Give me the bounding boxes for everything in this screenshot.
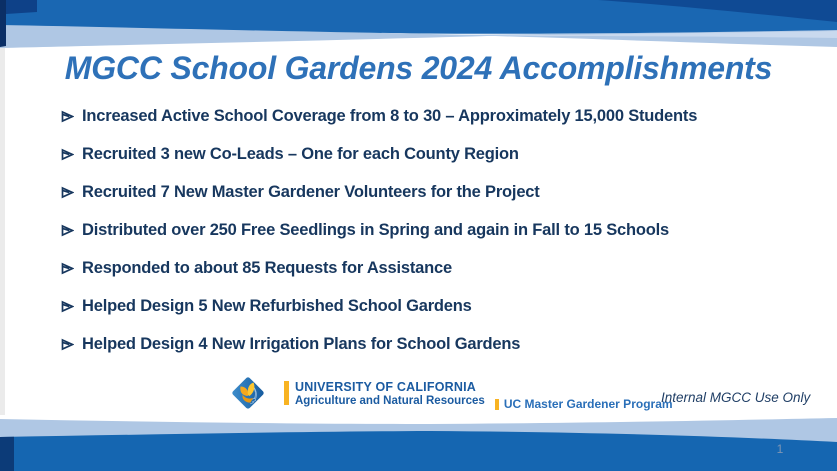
bullet-text: Helped Design 5 New Refurbished School Gardens xyxy=(82,296,472,315)
internal-use-note: Internal MGCC Use Only xyxy=(661,390,811,405)
top-dark-edge-strip xyxy=(0,0,6,47)
gold-divider-bar-small xyxy=(495,399,499,410)
uc-org-text xyxy=(295,380,485,407)
bullet-text: Recruited 3 new Co-Leads – One for each County Region xyxy=(82,144,519,163)
arrow-bullet-icon xyxy=(61,338,74,351)
bottom-dark-corner-left xyxy=(0,437,14,471)
arrow-bullet-icon xyxy=(61,110,74,123)
bullet-text: Responded to about 85 Requests for Assistance xyxy=(82,258,452,277)
arrow-bullet-icon xyxy=(61,148,74,161)
slide-left-edge xyxy=(0,48,5,415)
uc-org-division: Agriculture and Natural Resources xyxy=(295,394,485,407)
bullet-item xyxy=(61,135,697,173)
arrow-bullet-icon xyxy=(61,186,74,199)
bullet-text: Increased Active School Coverage from 8 to 30 – Approximately 15,000 Students xyxy=(82,106,698,125)
page-number: 1 xyxy=(776,442,784,456)
bullet-text: Distributed over 250 Free Seedlings in Spring and again in Fall to 15 Schools xyxy=(82,220,669,239)
bullet-item xyxy=(61,249,697,287)
top-band-graphic xyxy=(0,0,837,50)
uc-anr-logo xyxy=(230,372,673,414)
bullet-item xyxy=(61,97,697,135)
uc-program-name: UC Master Gardener Program xyxy=(503,397,673,411)
uc-program-lockup xyxy=(495,397,673,414)
bullet-item xyxy=(61,325,697,363)
arrow-bullet-icon xyxy=(61,300,74,313)
anr-poppy-logo-icon xyxy=(230,373,266,413)
slide-title: MGCC School Gardens 2024 Accomplishments xyxy=(64,50,773,86)
gold-divider-bar xyxy=(284,381,289,405)
bottom-band-graphic xyxy=(0,415,837,471)
bullet-item xyxy=(61,287,697,325)
bullet-text: Recruited 7 New Master Gardener Volunteers for the Project xyxy=(82,182,540,201)
bottom-main-band xyxy=(0,431,837,471)
uc-org-name: UNIVERSITY OF CALIFORNIA xyxy=(295,379,476,394)
bullet-text: Helped Design 4 New Irrigation Plans for School Gardens xyxy=(82,334,521,353)
bullet-list xyxy=(61,97,697,363)
arrow-bullet-icon xyxy=(61,224,74,237)
bullet-item xyxy=(61,211,697,249)
arrow-bullet-icon xyxy=(61,262,74,275)
bullet-item xyxy=(61,173,697,211)
